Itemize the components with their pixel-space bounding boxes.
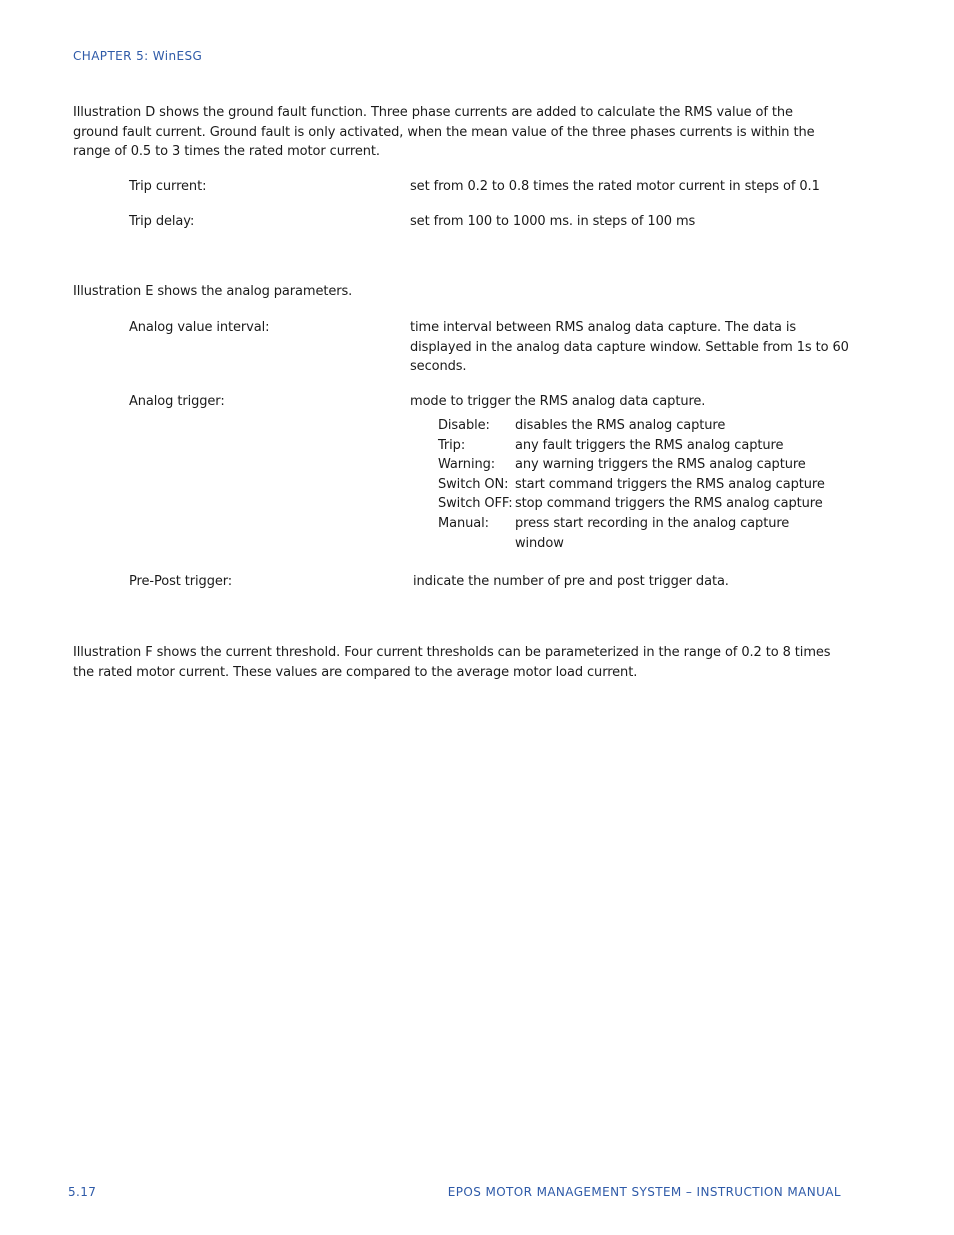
- analog-interval-value: time interval between RMS analog data capture. The data is displayed in the analog data capture window. Settable from 1s to 60 seconds.: [410, 320, 849, 374]
- trigger-mode-description: any warning triggers the RMS analog capture: [515, 457, 806, 472]
- trip-delay-label: Trip delay:: [129, 214, 195, 229]
- prepost-trigger-label: Pre-Post trigger:: [129, 574, 233, 589]
- trigger-mode-description: any fault triggers the RMS analog capture: [515, 438, 784, 453]
- illustration-e-paragraph: Illustration E shows the analog parameters.: [73, 284, 353, 299]
- manual-title: EPOS MOTOR MANAGEMENT SYSTEM – INSTRUCTION MANUAL: [447, 1185, 841, 1199]
- analog-trigger-value: mode to trigger the RMS analog data capture.: [410, 394, 706, 409]
- analog-trigger-label: Analog trigger:: [129, 394, 225, 409]
- trigger-mode-name: Switch ON:: [438, 477, 509, 492]
- page-number: 5.17: [68, 1185, 97, 1199]
- prepost-trigger-value: indicate the number of pre and post trigger data.: [413, 574, 729, 589]
- chapter-header: CHAPTER 5: WinESG: [73, 49, 203, 63]
- illustration-d-paragraph: Illustration D shows the ground fault function. Three phase currents are added to calculate the RMS value of the ground fault current. Ground fault is only activated, when the mean value of the three phases currents is within the range of 0.5 to 3 times the rated motor current.: [73, 105, 815, 159]
- trip-current-label: Trip current:: [129, 179, 207, 194]
- trigger-mode-name: Manual:: [438, 516, 489, 531]
- illustration-f-paragraph: Illustration F shows the current threshold. Four current thresholds can be parameterized in the range of 0.2 to 8 times the rated motor current. These values are compared to the average motor load current.: [73, 645, 831, 680]
- trigger-mode-description: press start recording in the analog capture window: [515, 516, 790, 551]
- trigger-mode-name: Disable:: [438, 418, 490, 433]
- trigger-mode-name: Trip:: [438, 438, 466, 453]
- trigger-mode-description: disables the RMS analog capture: [515, 418, 726, 433]
- trip-delay-value: set from 100 to 1000 ms. in steps of 100 ms: [410, 214, 696, 229]
- trigger-mode-description: stop command triggers the RMS analog capture: [515, 496, 823, 511]
- trigger-mode-description: start command triggers the RMS analog capture: [515, 477, 825, 492]
- trip-current-value: set from 0.2 to 0.8 times the rated motor current in steps of 0.1: [410, 179, 820, 194]
- trigger-mode-name: Warning:: [438, 457, 496, 472]
- analog-interval-label: Analog value interval:: [129, 320, 270, 335]
- trigger-mode-name: Switch OFF:: [438, 496, 513, 511]
